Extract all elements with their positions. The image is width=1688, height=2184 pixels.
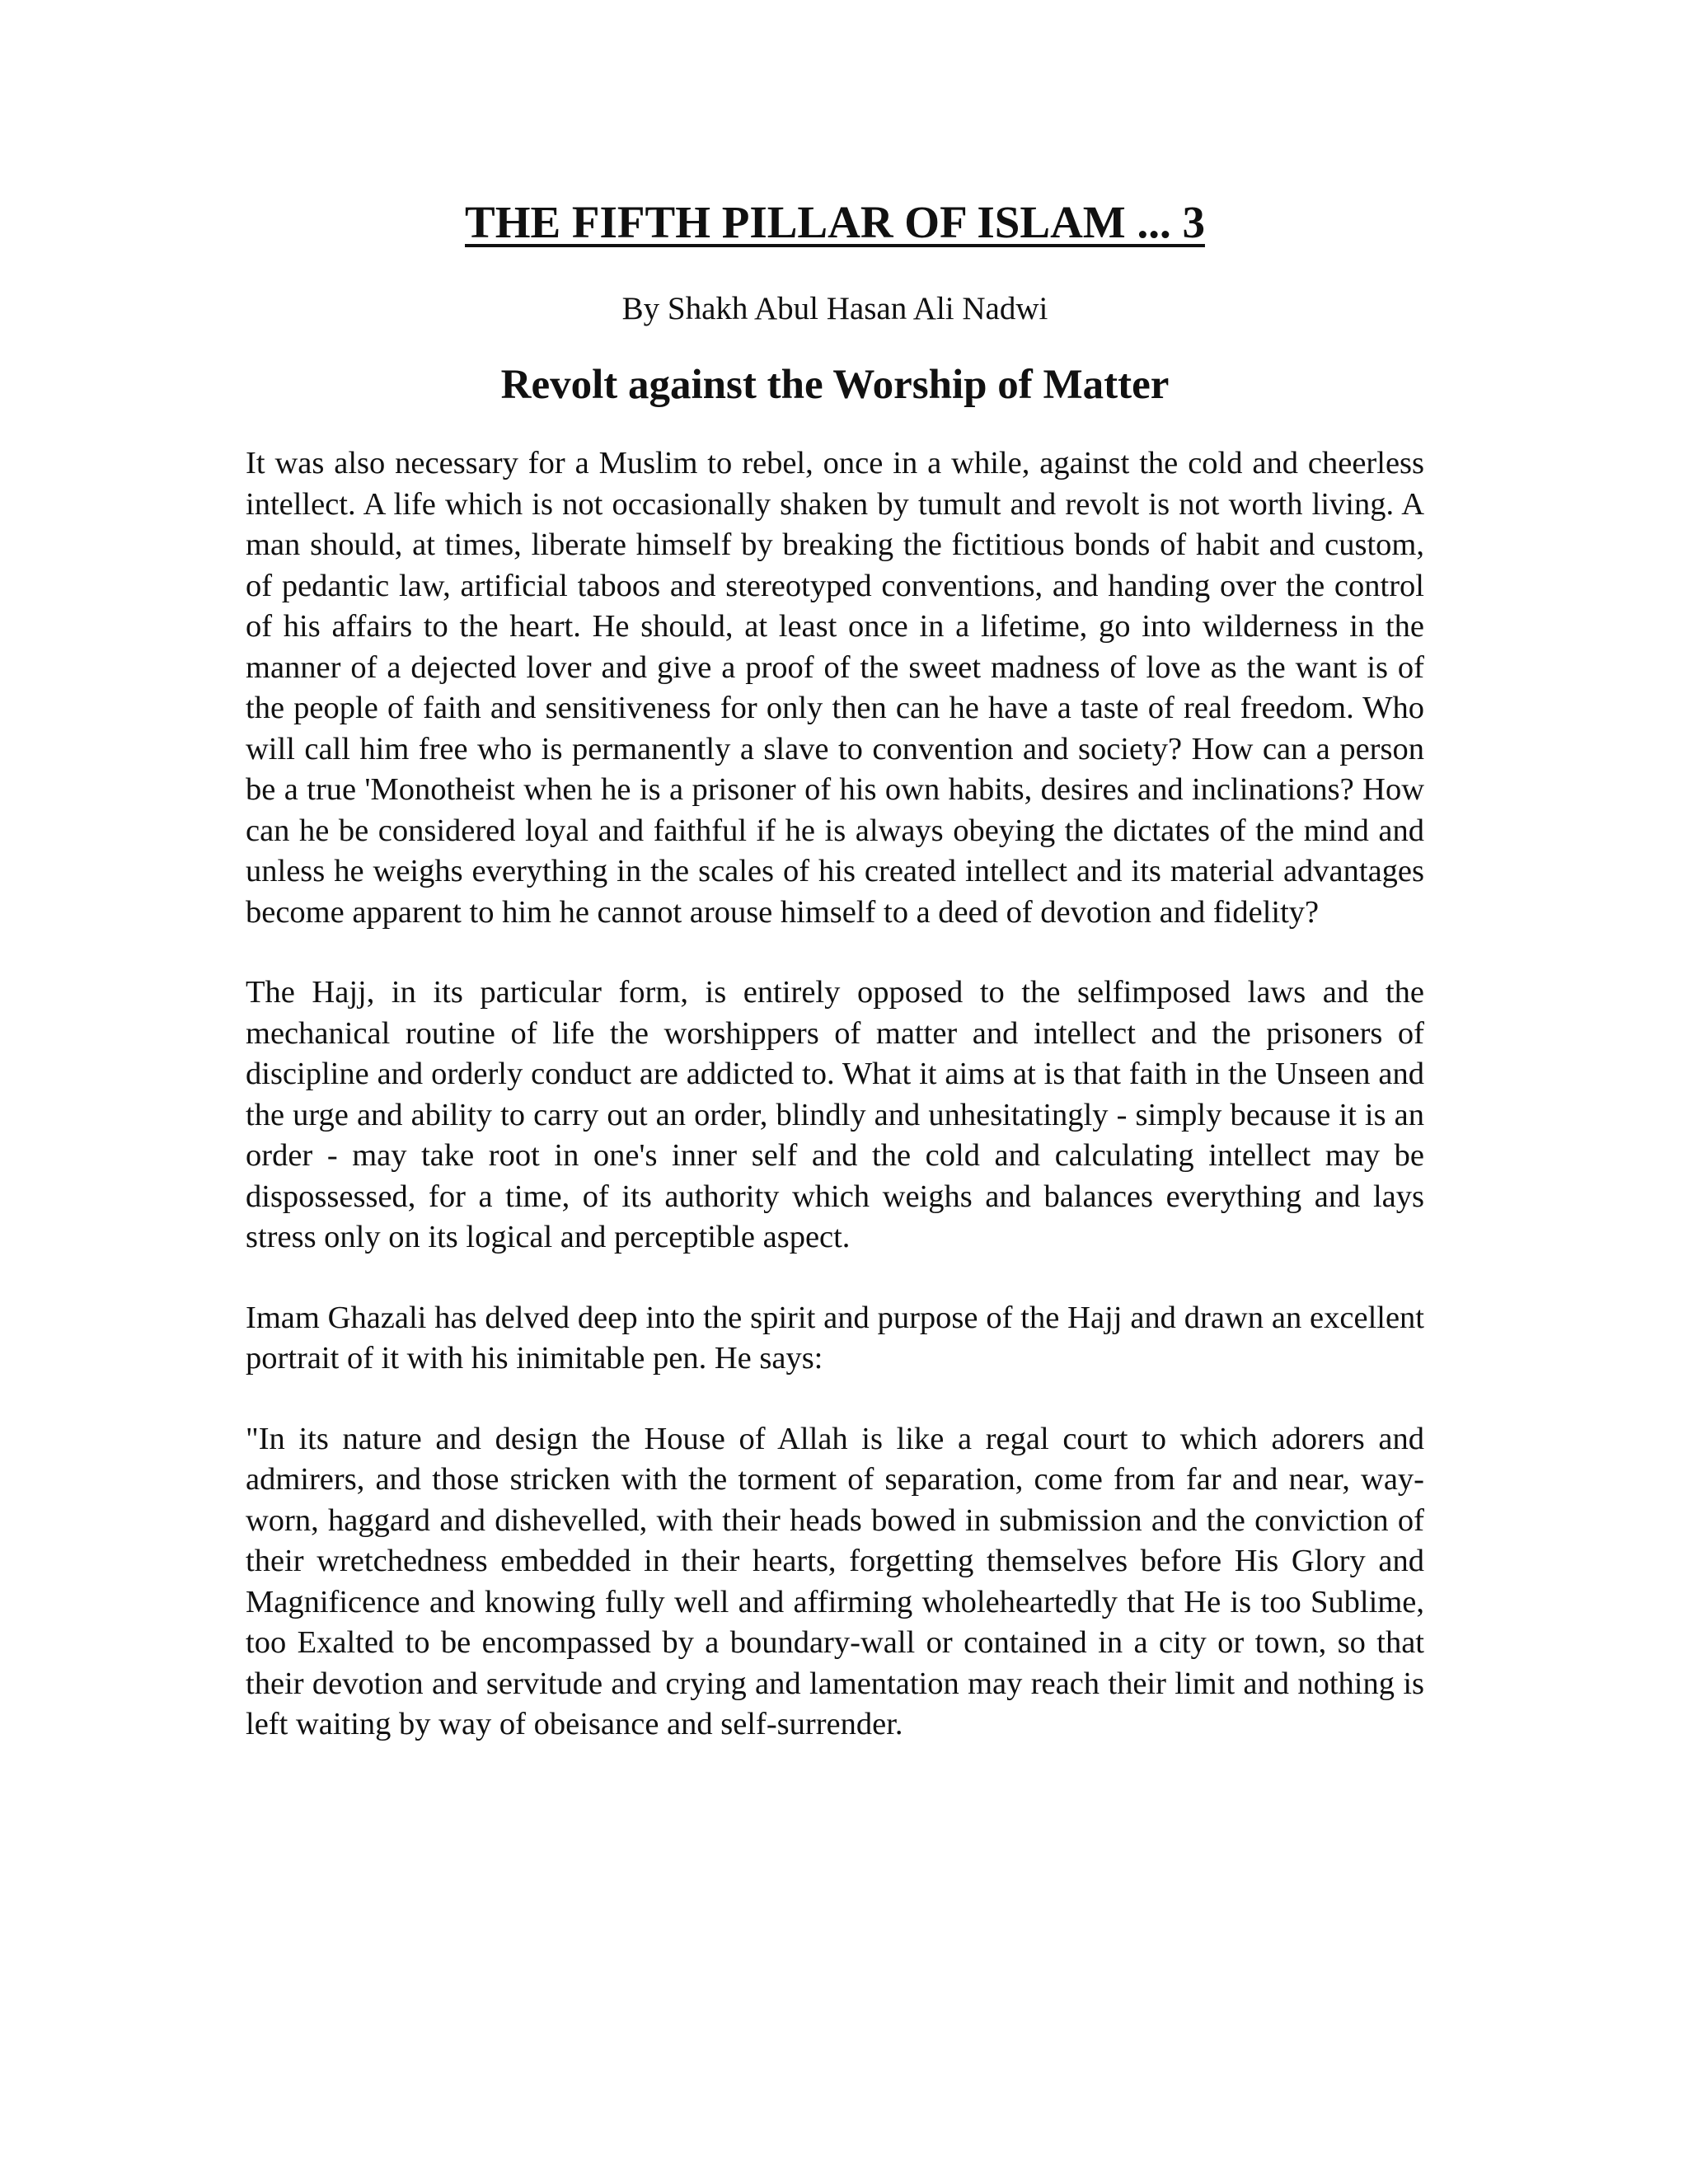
document-title: THE FIFTH PILLAR OF ISLAM ... 3 [465,197,1205,247]
body-paragraph: Imam Ghazali has delved deep into the spirit and purpose of the Hajj and drawn an excellent portrait of it with his inimitable pen. He says: [246,1300,1424,1376]
author-byline: By Shakh Abul Hasan Ali Nadwi [621,291,1048,326]
body-paragraph: The Hajj, in its particular form, is entirely opposed to the selfimposed laws and the mechanical routine of life the worshippers of matter and intellect and the prisoners of discipline and orderly conduct are addicted to. What it aims at is that faith in the Unseen and the urge and ability to carry out an order, blindly and unhesitatingly - simply because it is an order - may take root in one's inner self and the cold and calculating intellect may be dispossessed, for a time, of its authority which weighs and balances everything and lays stress only on its logical and perceptible aspect. [246,975,1424,1254]
body-paragraph: It was also necessary for a Muslim to rebel, once in a while, against the cold and cheerless intellect. A life which is not occasionally shaken by tumult and revolt is not worth living. A man should, at times, liberate himself by breaking the fictitious bonds of habit and custom, of pedantic law, artificial taboos and stereotyped conventions, and handing over the control of his affairs to the heart. He should, at least once in a lifetime, go into wilderness in the manner of a dejected lover and give a proof of the sweet madness of love as the want is of the people of faith and sensitiveness for only then can he have a taste of real freedom. Who will call him free who is permanently a slave to convention and society? How can a person be a true 'Monotheist when he is a prisoner of his own habits, desires and inclinations? How can he be considered loyal and faithful if he is always obeying the dictates of the mind and unless he weighs everything in the scales of his created intellect and its material advantages become apparent to him he cannot arouse himself to a deed of devotion and fidelity? [246,446,1424,930]
section-heading: Revolt against the Worship of Matter [500,362,1170,408]
quote-paragraph: "In its nature and design the House of Allah is like a regal court to which adorers and admirers, and those stricken with the torment of separation, come from far and near, way-worn, haggard and dishevelled, with their heads bowed in submission and the conviction of their wretchedness embedded in their hearts, forgetting themselves before His Glory and Magnificence and knowing fully well and affirming wholeheartedly that He is too Sublime, too Exalted to be encompassed by a boundary-wall or contained in a city or town, so that their devotion and servitude and crying and lamentation may reach their limit and nothing is left waiting by way of obeisance and self-surrender. [246,1421,1424,1741]
document-page [246,190,1424,1746]
